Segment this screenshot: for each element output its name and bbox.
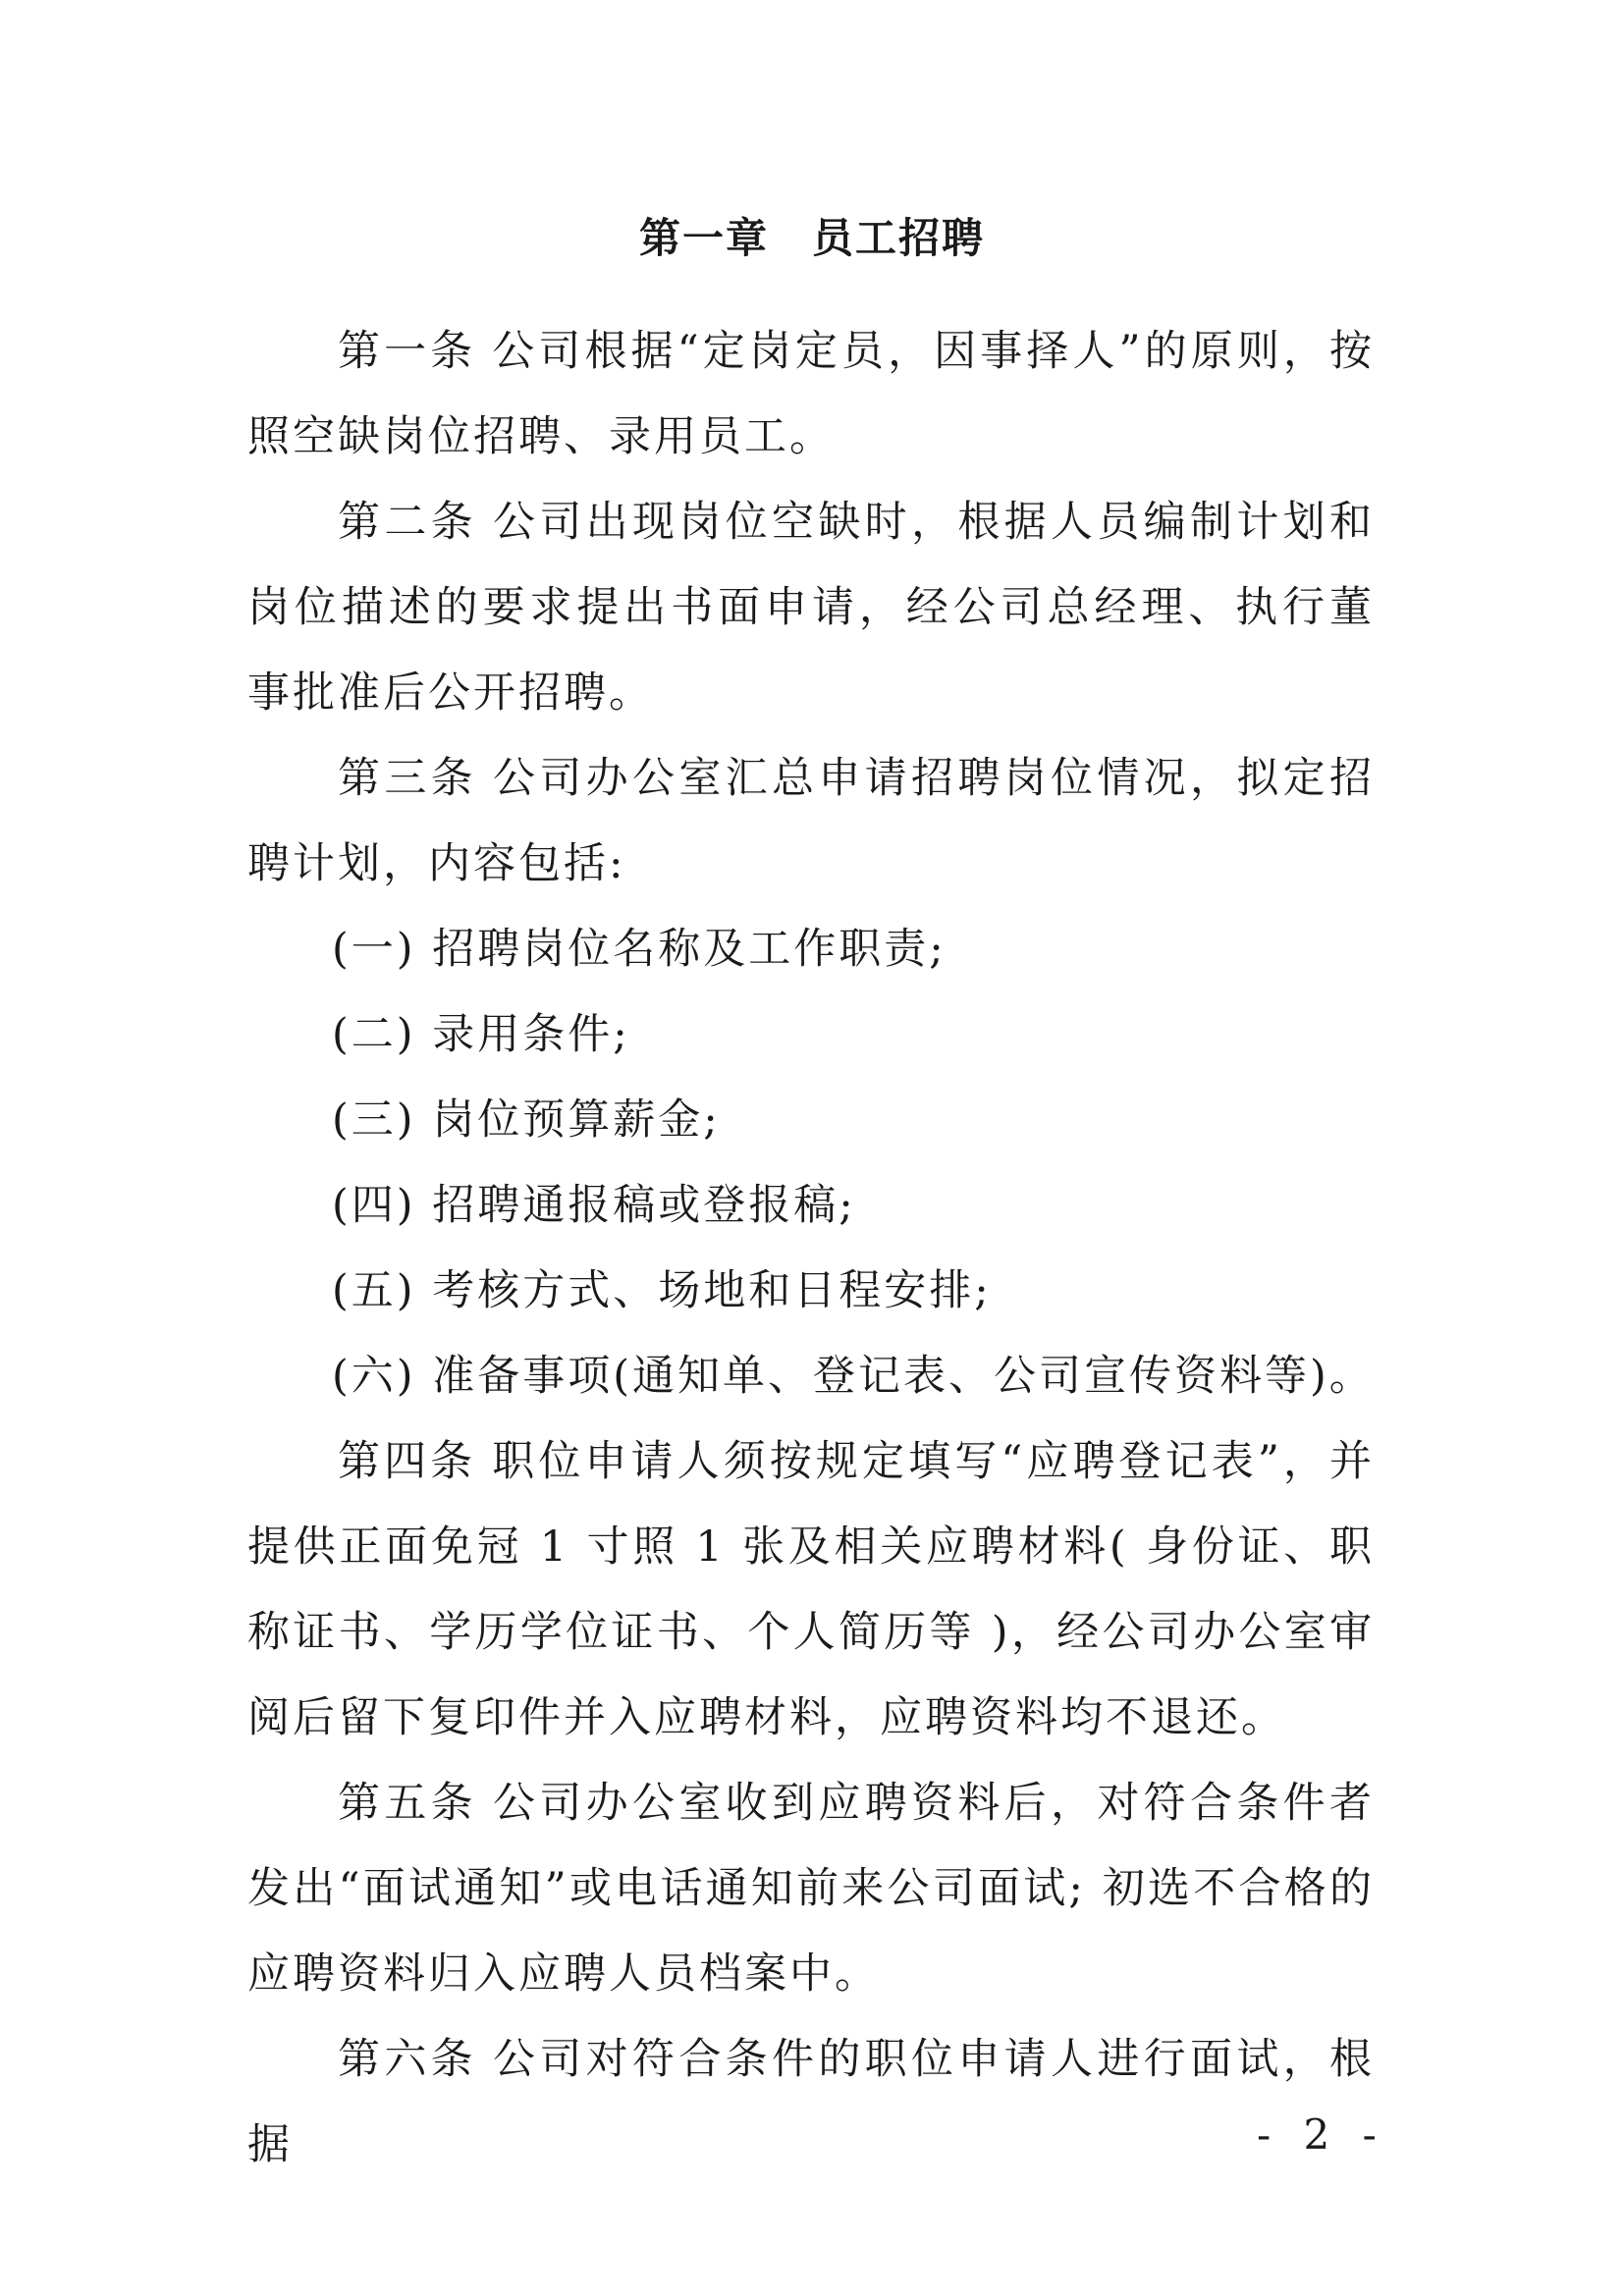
article-text: 公司出现岗位空缺时，根据人员编制计划和岗位描述的要求提出书面申请，经公司总经理、执行董事批准后公开招聘。	[247, 498, 1375, 718]
article-3	[247, 736, 1375, 907]
list-item: (一) 招聘岗位名称及工作职责;	[332, 925, 947, 974]
article-lead: 第三条	[338, 754, 477, 803]
article-lead: 第一条	[338, 327, 477, 376]
page-number: - 2 -	[1257, 2110, 1386, 2159]
article-text: 职位申请人须按规定填写“应聘登记表”，并提供正面免冠 1 寸照 1 张及相关应聘材料( 身份证、职称证书、学历学位证书、个人简历等 )，经公司办公室审阅后留下复印件并入应聘材料，应聘资料均不退还。	[247, 1437, 1376, 1742]
article-lead: 第六条	[338, 2035, 477, 2084]
article-lead: 第五条	[338, 1779, 477, 1828]
list-item: (四) 招聘通报稿或登报稿;	[332, 1181, 856, 1230]
article-5	[247, 1761, 1375, 2017]
list-item: (五) 考核方式、场地和日程安排;	[332, 1266, 992, 1315]
article-lead: 第四条	[338, 1437, 477, 1486]
article-text: 公司办公室收到应聘资料后，对符合条件者发出“面试通知”或电话通知前来公司面试; 初选不合格的应聘资料归入应聘人员档案中。	[247, 1779, 1375, 1999]
article-text: 公司根据“定岗定员，因事择人”的原则，按照空缺岗位招聘、录用员工。	[247, 327, 1376, 461]
list-item: (二) 录用条件;	[332, 1010, 630, 1059]
list-item: (六) 准备事项(通知单、登记表、公司宣传资料等)。	[332, 1352, 1375, 1401]
article-2	[247, 480, 1375, 736]
article-1	[247, 309, 1375, 480]
article-4	[247, 1419, 1375, 1761]
article-6	[247, 2017, 1375, 2188]
article-text: 公司对符合条件的职位申请人进行面试，根据	[247, 2035, 1375, 2169]
article-lead: 第二条	[338, 498, 477, 547]
chapter-title: 第一章 员工招聘	[638, 214, 985, 262]
article-text: 公司办公室汇总申请招聘岗位情况，拟定招聘计划，内容包括:	[247, 754, 1375, 888]
list-item: (三) 岗位预算薪金;	[332, 1095, 721, 1145]
document-body	[247, 309, 1375, 2188]
